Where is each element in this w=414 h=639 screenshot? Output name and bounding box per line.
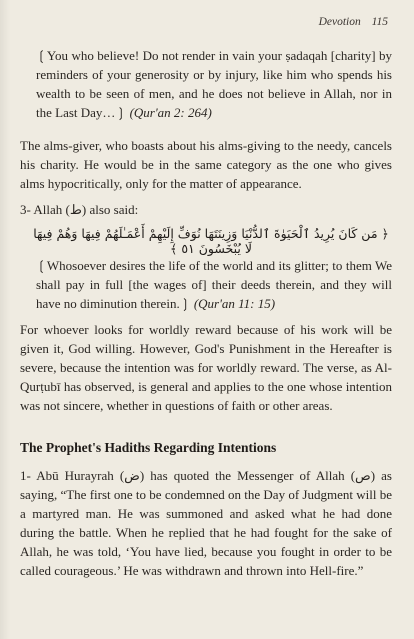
paragraph-alms-giver: The alms-giver, who boasts about his alms-giving to the needy, cancels his charity. He would be in the same category as the one who gives alms hypocritically, only for the matter of appearance.	[20, 138, 392, 191]
page-number: 115	[371, 16, 388, 28]
quote-reference: (Qur'an 2: 264)	[129, 105, 212, 120]
quote-text: ❲You who believe! Do not render in vain your ṣadaqah [charity] by reminders of your generosity or by injury, like him who spends his wealth to be seen of men, and he does not believe in Allah, nor in the Last Day…❳	[36, 48, 392, 120]
running-header	[319, 16, 388, 28]
section-heading: The Prophet's Hadiths Regarding Intentions	[20, 440, 277, 455]
section-title: Devotion	[318, 16, 361, 28]
item-3-intro: 3- Allah (ط) also said:	[20, 202, 139, 217]
quran-quote-11-15	[36, 256, 392, 313]
quote-reference: (Qur'an 11: 15)	[193, 296, 276, 311]
quran-quote-2-264	[36, 46, 392, 122]
arabic-verse: ﴿ مَن كَانَ يُرِيدُ ٱلْحَيَوٰةَ ٱلدُّنْيَا وَزِينَتَهَا نُوَفِّ إِلَيْهِمْ أَعْمَـٰلَهُمْ فِيهَا وَهُمْ فِيهَا لَا يُبْخَسُونَ ٥١ ﴾	[33, 226, 389, 256]
quote-text: ❲Whosoever desires the life of the world and its glitter; to them We shall pay in full [the wages of] their deeds therein, and they will have no diminution therein.❳	[36, 258, 392, 311]
page-edge-shadow	[0, 0, 10, 639]
paragraph-worldly-reward: For whoever looks for worldly reward because of his work will be given it, God willing. However, God's Punishment in the Hereafter is severe, because the intention was for worldly reward. The verse, as Al-Qurṭubī has observed, is general and applies to the one whose intention was not sincere, whether in questions of faith or other areas.	[20, 322, 392, 413]
hadith-1: 1- Abū Hurayrah (ض) has quoted the Messenger of Allah (ص) as saying, “The first one to be condemned on the Day of Judgment will be a martyred man. He was summoned and asked what he had done during the battle. When he replied that he had fought for the sake of Allah, he was told, ‘You have lied, because you fought in order to be called courageous.’ He was withdrawn and thrown into Hell-fire.”	[20, 468, 392, 578]
